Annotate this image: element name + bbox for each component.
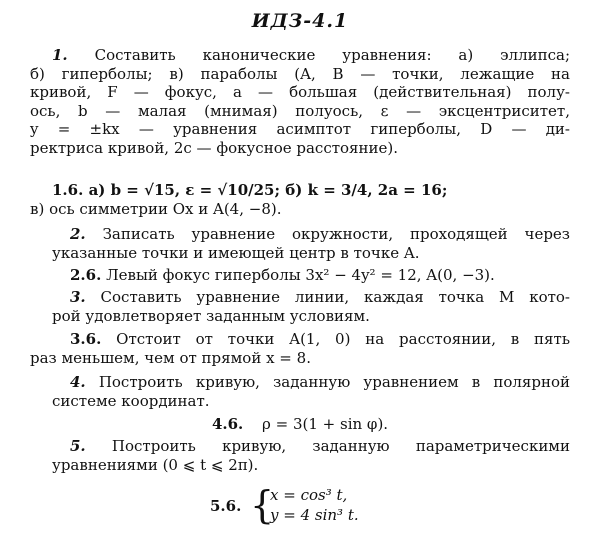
task-5-line-1	[30, 437, 570, 456]
task-1-text-1: Составить канонические уравнения: а) эллипса;	[94, 46, 570, 64]
item-1-6-line-2: в) ось симметрии Ox и A(4, −8).	[30, 199, 282, 218]
item-2-6-number: 2.6.	[70, 266, 102, 284]
task-5-text-1: Построить кривую, заданную параметрическими	[111, 437, 570, 455]
item-4-6-number: 4.6.	[211, 415, 244, 433]
system-brace: {	[250, 483, 275, 527]
task-3-text-1: Составить уравнение линии, каждая точка M кото-	[100, 288, 570, 306]
item-3-6-line-2: раз меньшем, чем от прямой x = 8.	[30, 348, 311, 367]
item-4-6	[0, 415, 600, 434]
task-3-line-1	[30, 288, 570, 307]
task-5	[30, 437, 570, 474]
task-2	[30, 225, 570, 262]
item-3-6-text-1: Отстоит от точки A(1, 0) на расстоянии, в пять	[116, 330, 570, 348]
task-4-text-1: Построить кривую, заданную уравнением в полярной	[98, 373, 570, 391]
item-1-6-line-1	[30, 181, 570, 200]
item-2-6	[30, 266, 570, 285]
item-3-6	[30, 330, 570, 367]
item-3-6-number: 3.6.	[70, 330, 102, 348]
task-4-line-2: системе координат.	[52, 391, 210, 410]
item-1-6-text: а) b = √15, ε = √10/25; б) k = 3/4, 2a = 16;	[88, 181, 448, 199]
item-5-6-eq-1: x = cos³ t,	[270, 486, 348, 504]
item-1-6	[30, 181, 570, 218]
item-5-6	[210, 482, 470, 532]
item-4-6-text: ρ = 3(1 + sin φ).	[262, 415, 389, 433]
task-5-line-2: уравнениями (0 ⩽ t ⩽ 2π).	[52, 455, 259, 474]
task-1	[30, 46, 570, 158]
task-1-line-6: ректриса кривой, 2c — фокусное расстояние).	[30, 138, 399, 157]
task-1-line-5: y = ±kx — уравнения асимптот гиперболы, D — ди-	[30, 120, 570, 139]
task-5-number: 5.	[70, 437, 86, 455]
item-3-6-line-1	[30, 330, 570, 349]
task-2-text-1: Записать уравнение окружности, проходящей через	[102, 225, 570, 243]
task-1-line-2: б) гиперболы; в) параболы (A, B — точки, лежащие на	[30, 64, 570, 83]
item-2-6-line	[30, 266, 570, 285]
item-5-6-eq-2: y = 4 sin³ t.	[270, 506, 359, 524]
task-2-line-1	[30, 225, 570, 244]
item-5-6-number: 5.6.	[210, 497, 242, 515]
task-1-line-1	[30, 46, 570, 65]
task-4-number: 4.	[70, 373, 86, 391]
task-4	[30, 373, 570, 410]
task-3	[30, 288, 570, 325]
task-2-number: 2.	[70, 225, 86, 243]
page-title: ИДЗ-4.1	[251, 10, 349, 32]
task-1-line-4: ось, b — малая (мнимая) полуось, ε — эксцентриситет,	[30, 101, 570, 120]
task-1-number: 1.	[52, 46, 68, 64]
task-3-line-2: рой удовлетворяет заданным условиям.	[52, 306, 370, 325]
item-2-6-text: Левый фокус гиперболы 3x² − 4y² = 12, A(0, −3).	[106, 266, 495, 284]
item-1-6-number: 1.6.	[52, 181, 84, 199]
task-1-line-3: кривой, F — фокус, a — большая (действительная) полу-	[30, 83, 570, 102]
task-2-line-2: указанные точки и имеющей центр в точке A.	[52, 243, 420, 262]
task-3-number: 3.	[70, 288, 86, 306]
task-4-line-1	[30, 373, 570, 392]
